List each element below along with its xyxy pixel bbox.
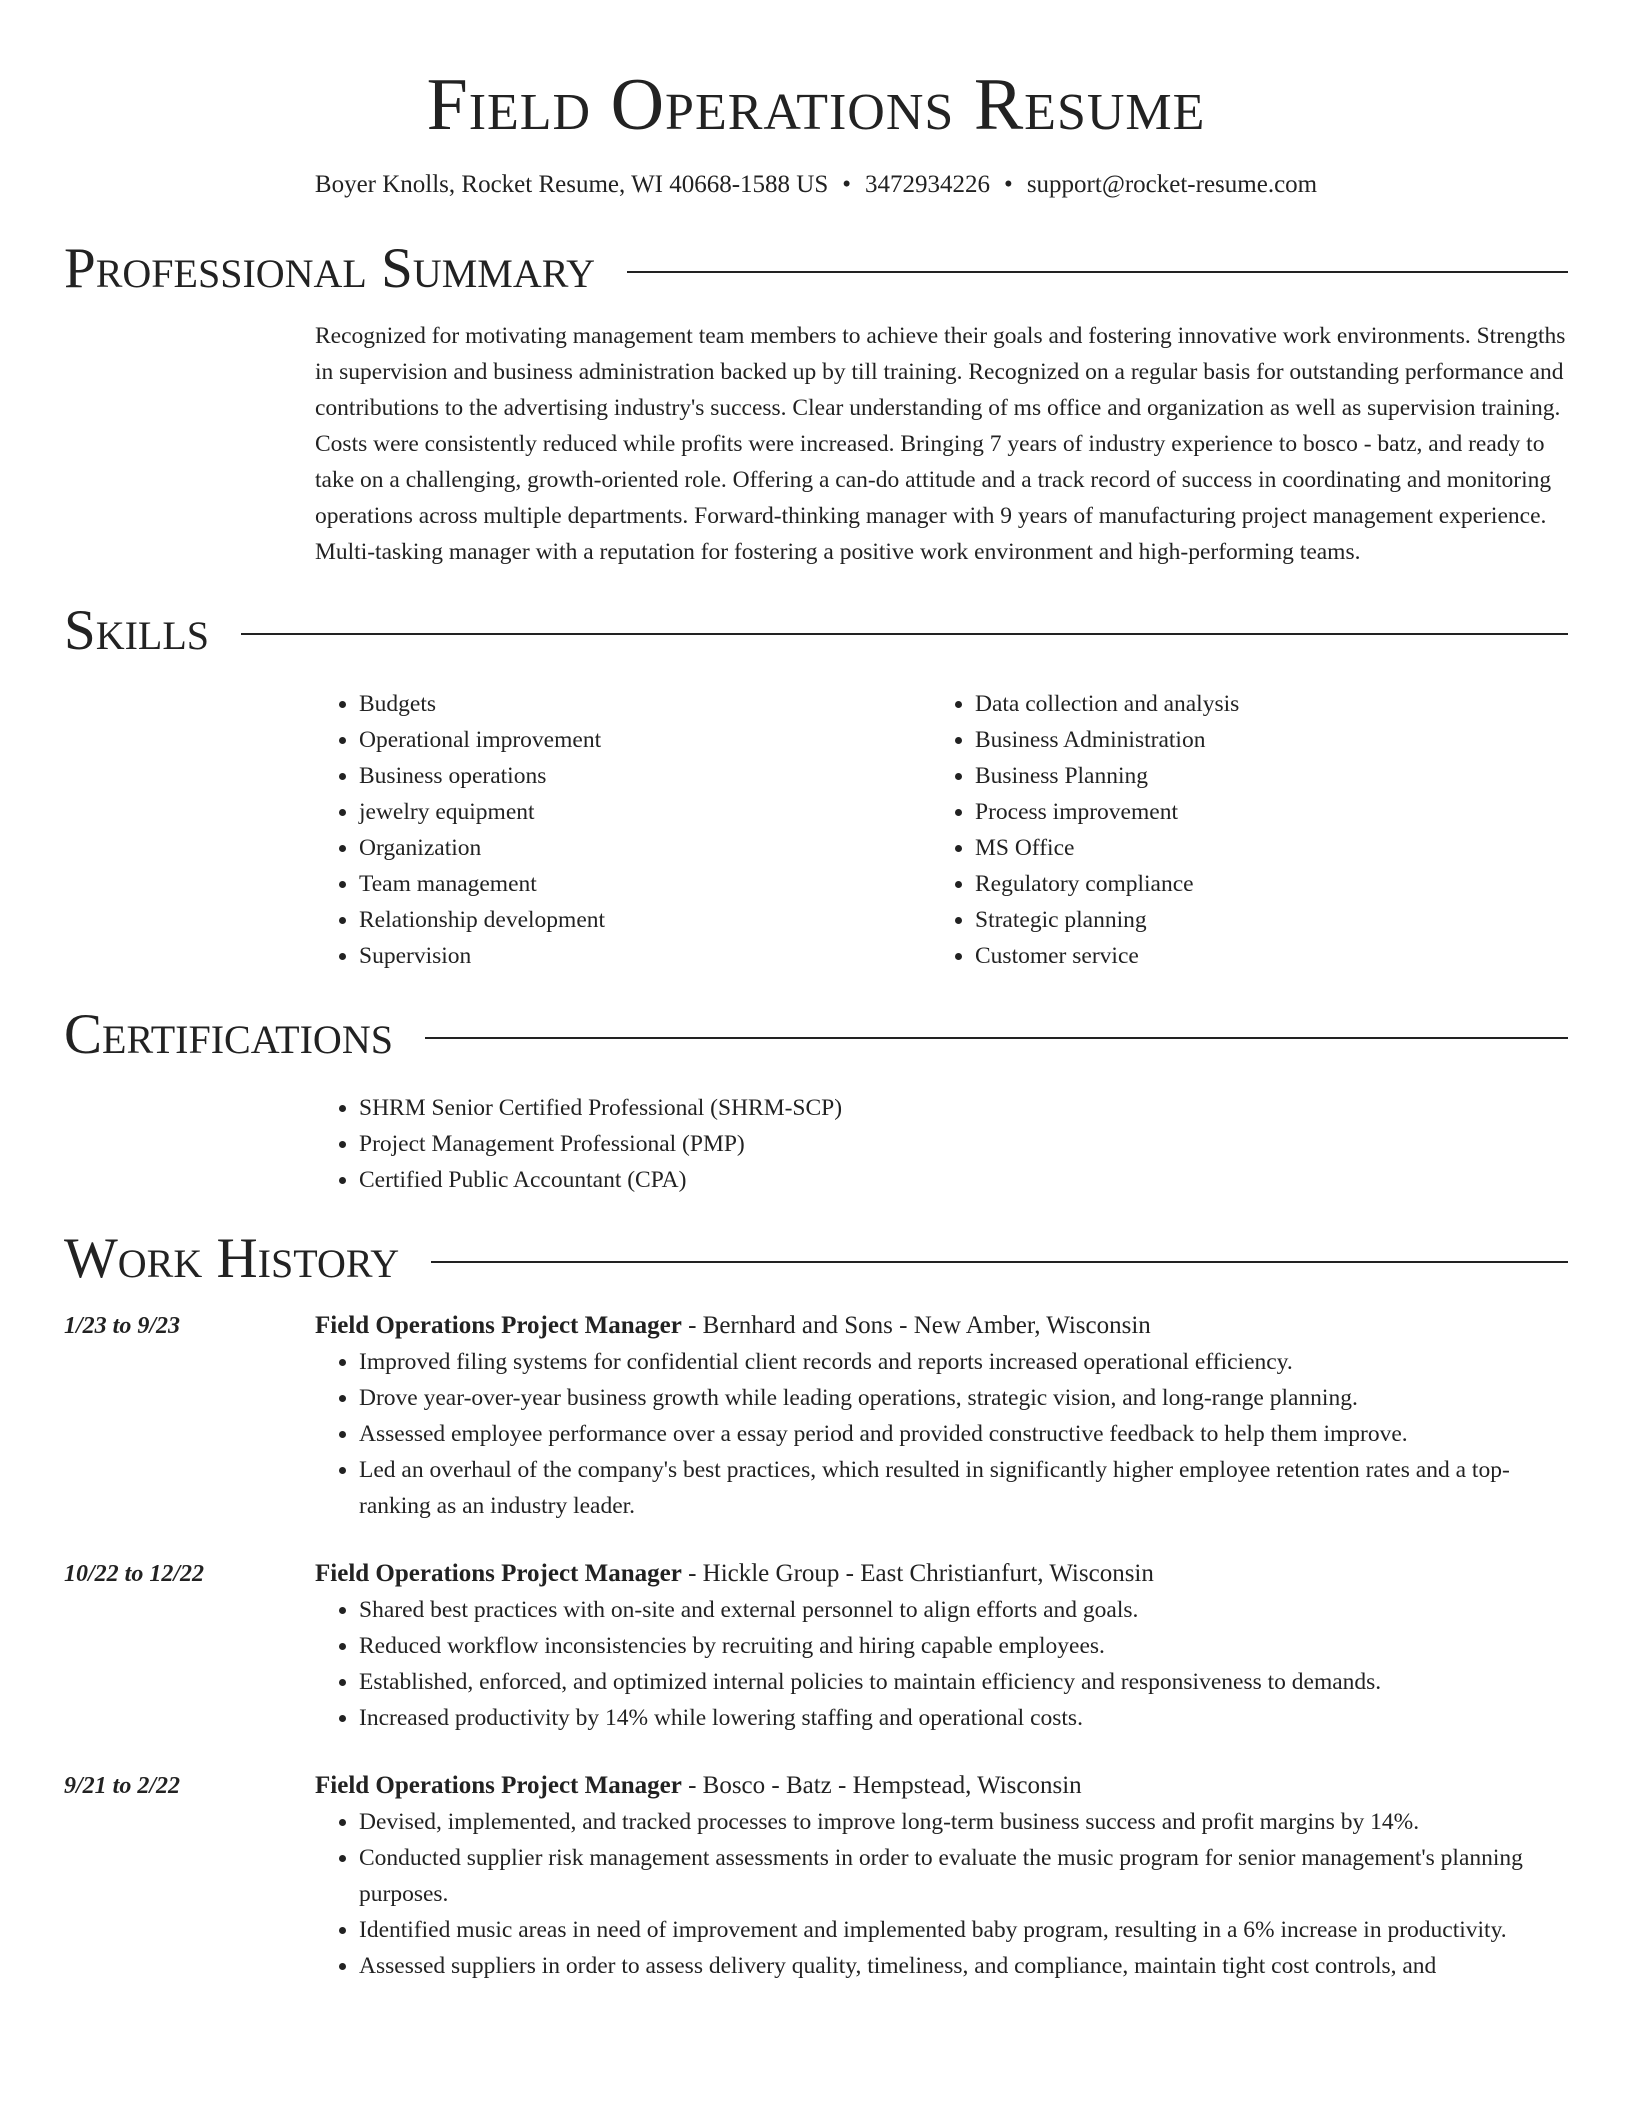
certifications-section-title: Certifications xyxy=(64,1003,393,1066)
job-bullet-list xyxy=(315,1344,1568,1524)
summary-section-header xyxy=(64,236,1568,302)
work-section-header xyxy=(64,1226,1568,1292)
skill-item: • Customer service xyxy=(975,938,1547,974)
contact-phone: 3472934226 xyxy=(865,171,991,198)
summary-text: Recognized for motivating management team members to achieve their goals and fostering innovative work environments. Strengths in supervision and business administration backed up by till training. Recognized on a regular basis for outstanding performance and contributions to the advertising industry's success. Clear understanding of ms office and organization as well as supervision training. Costs were consistently reduced while profits were increased. Bringing 7 years of industry experience to bosco - batz, and ready to take on a challenging, growth-oriented role. Offering a can-do attitude and a track record of success in coordinating and monitoring operations across multiple departments. Forward-thinking manager with 9 years of manufacturing project management experience. Multi-tasking manager with a reputation for fostering a positive work environment and high-performing teams. xyxy=(315,323,1566,565)
skills-column-right xyxy=(931,686,1547,974)
job-bullet: • Devised, implemented, and tracked processes to improve long-term business success and profit margins by 14%. xyxy=(359,1804,1568,1840)
skill-item: • Process improvement xyxy=(975,794,1547,830)
job-employer: - Bosco - Batz - Hempstead, Wisconsin xyxy=(681,1772,1082,1799)
skill-item: • Data collection and analysis xyxy=(975,686,1547,722)
skill-item: • Relationship development xyxy=(359,902,931,938)
job-bullet: • Increased productivity by 14% while lowering staffing and operational costs. xyxy=(359,1700,1568,1736)
skill-item: • Budgets xyxy=(359,686,931,722)
certifications-section-header xyxy=(64,1002,1568,1068)
job-heading xyxy=(315,1768,1568,1804)
skill-item: • jewelry equipment xyxy=(359,794,931,830)
skill-item: • Strategic planning xyxy=(975,902,1547,938)
job-bullet: • Led an overhaul of the company's best practices, which resulted in significantly higher employee retention rates and a top-ranking as an industry leader. xyxy=(359,1452,1568,1524)
job-body xyxy=(315,1768,1568,1984)
skill-item: • Regulatory compliance xyxy=(975,866,1547,902)
job-dates: 9/21 to 2/22 xyxy=(64,1773,181,1799)
job-bullet-list xyxy=(315,1804,1568,1984)
skill-item: • Team management xyxy=(359,866,931,902)
job-bullet: • Conducted supplier risk management assessments in order to evaluate the music program for senior management's planning purposes. xyxy=(359,1840,1568,1912)
job-heading xyxy=(315,1556,1568,1592)
work-section-title: Work History xyxy=(64,1227,400,1290)
job-title: Field Operations Project Manager xyxy=(315,1560,682,1587)
job-dates: 10/22 to 12/22 xyxy=(64,1561,205,1587)
job-body xyxy=(315,1308,1568,1524)
skill-item: • Business Planning xyxy=(975,758,1547,794)
skills-section-header xyxy=(64,598,1568,664)
certifications-list xyxy=(315,1090,1568,1198)
section-divider xyxy=(425,1037,1568,1039)
skill-item: • Supervision xyxy=(359,938,931,974)
skills-section-title: Skills xyxy=(64,599,210,662)
job-body xyxy=(315,1556,1568,1736)
job-entry xyxy=(64,1556,1568,1736)
skill-item: • MS Office xyxy=(975,830,1547,866)
certification-item: • Project Management Professional (PMP) xyxy=(359,1126,1568,1162)
certification-item: • Certified Public Accountant (CPA) xyxy=(359,1162,1568,1198)
job-bullet: • Established, enforced, and optimized internal policies to maintain efficiency and responsiveness to demands. xyxy=(359,1664,1568,1700)
job-bullet: • Assessed employee performance over a essay period and provided constructive feedback to help them improve. xyxy=(359,1416,1568,1452)
contact-email: support@rocket-resume.com xyxy=(1026,171,1318,198)
job-employer: - Hickle Group - East Christianfurt, Wisconsin xyxy=(681,1560,1154,1587)
job-heading xyxy=(315,1308,1568,1344)
resume-title: Field Operations Resume xyxy=(426,64,1206,146)
job-bullet: • Improved filing systems for confidential client records and reports increased operational efficiency. xyxy=(359,1344,1568,1380)
job-bullet: • Shared best practices with on-site and external personnel to align efforts and goals. xyxy=(359,1592,1568,1628)
contact-separator: • xyxy=(842,171,852,198)
job-bullet: • Reduced workflow inconsistencies by recruiting and hiring capable employees. xyxy=(359,1628,1568,1664)
contact-separator: • xyxy=(1004,171,1013,198)
contact-address: Boyer Knolls, Rocket Resume, WI 40668-1588 US xyxy=(314,171,829,198)
job-employer: - Bernhard and Sons - New Amber, Wisconsin xyxy=(681,1312,1151,1339)
job-title: Field Operations Project Manager xyxy=(315,1312,682,1339)
job-entry xyxy=(64,1308,1568,1524)
skills-column-left xyxy=(315,686,931,974)
job-bullet-list xyxy=(315,1592,1568,1736)
contact-line xyxy=(64,168,1568,202)
skill-item: • Operational improvement xyxy=(359,722,931,758)
certification-item: • SHRM Senior Certified Professional (SHRM-SCP) xyxy=(359,1090,1568,1126)
job-title: Field Operations Project Manager xyxy=(315,1772,682,1799)
skills-list xyxy=(315,686,1568,974)
skill-item: • Business Administration xyxy=(975,722,1547,758)
skill-item: • Organization xyxy=(359,830,931,866)
section-divider xyxy=(431,1261,1568,1263)
section-divider xyxy=(627,271,1568,273)
job-bullet: • Identified music areas in need of improvement and implemented baby program, resulting in a 6% increase in productivity. xyxy=(359,1912,1568,1948)
skill-item: • Business operations xyxy=(359,758,931,794)
section-divider xyxy=(241,633,1568,635)
job-entry xyxy=(64,1768,1568,1984)
job-dates: 1/23 to 9/23 xyxy=(64,1313,181,1339)
job-bullet: • Drove year-over-year business growth while leading operations, strategic vision, and long-range planning. xyxy=(359,1380,1568,1416)
summary-section-title: Professional Summary xyxy=(64,237,596,300)
job-bullet: • Assessed suppliers in order to assess delivery quality, timeliness, and compliance, maintain tight cost controls, and xyxy=(359,1948,1568,1984)
